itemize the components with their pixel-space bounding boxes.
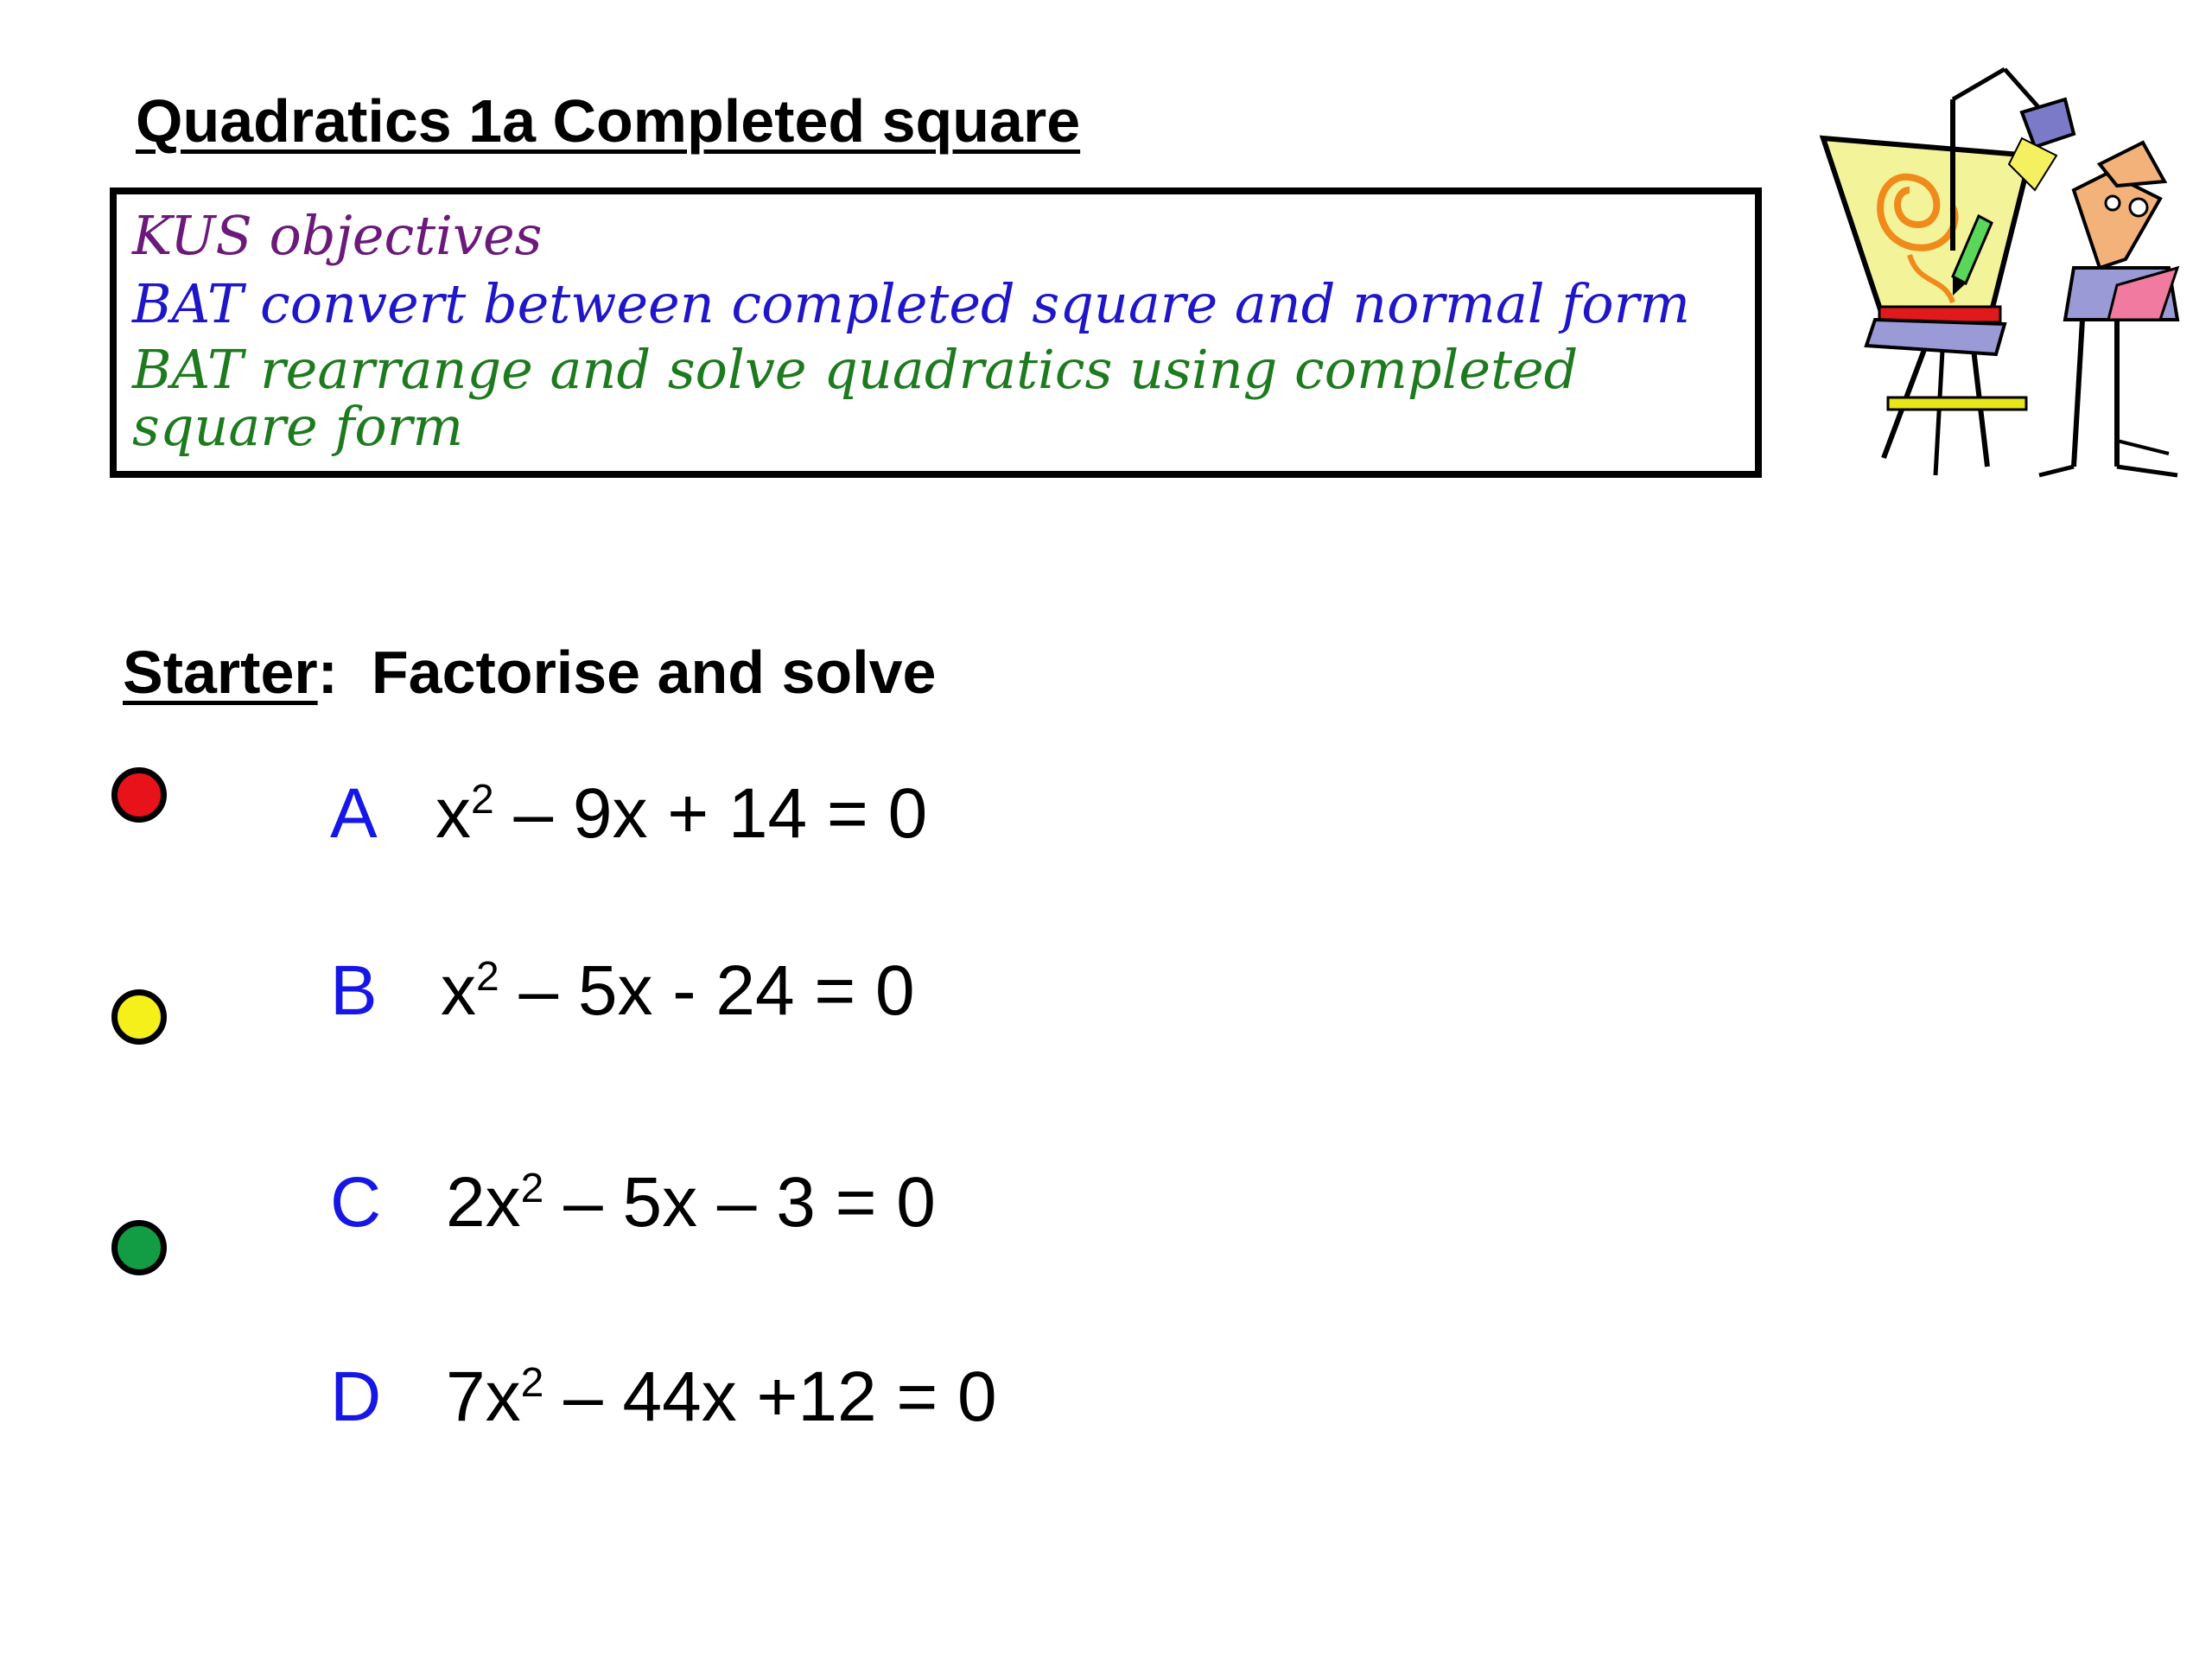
red-traffic-light-dot — [111, 767, 167, 823]
starter-instruction: Factorise and solve — [371, 639, 937, 706]
starter-colon: : — [317, 639, 338, 706]
objectives-box — [110, 188, 1762, 478]
yellow-traffic-light-dot — [111, 989, 167, 1045]
question-equation: $x^2 - 9x + 14 = 0$ — [435, 774, 928, 853]
question-letter: D — [330, 1357, 382, 1436]
objective-item: BAT rearrange and solve quadratics using completed square form — [132, 338, 1579, 458]
starter-label: Starter — [123, 639, 318, 706]
starter-heading — [123, 638, 936, 707]
question-equation: $2x^2 - 5x - 3 = 0$ — [446, 1163, 936, 1242]
question-equation: $7x^2 - 44x +12 = 0$ — [446, 1357, 997, 1436]
artist-easel-illustration — [1815, 60, 2195, 493]
objectives-heading: KUS objectives — [132, 204, 543, 267]
green-traffic-light-dot — [111, 1220, 167, 1275]
question-letter: C — [330, 1163, 382, 1242]
question-equation: $x^2 - 5x - 24 = 0$ — [441, 951, 915, 1030]
page-title: Quadratics 1a Completed square — [136, 87, 1081, 155]
objective-item: BAT convert between completed square and normal form — [132, 272, 1691, 335]
question-letter: A — [330, 774, 378, 853]
question-letter: B — [330, 951, 378, 1030]
